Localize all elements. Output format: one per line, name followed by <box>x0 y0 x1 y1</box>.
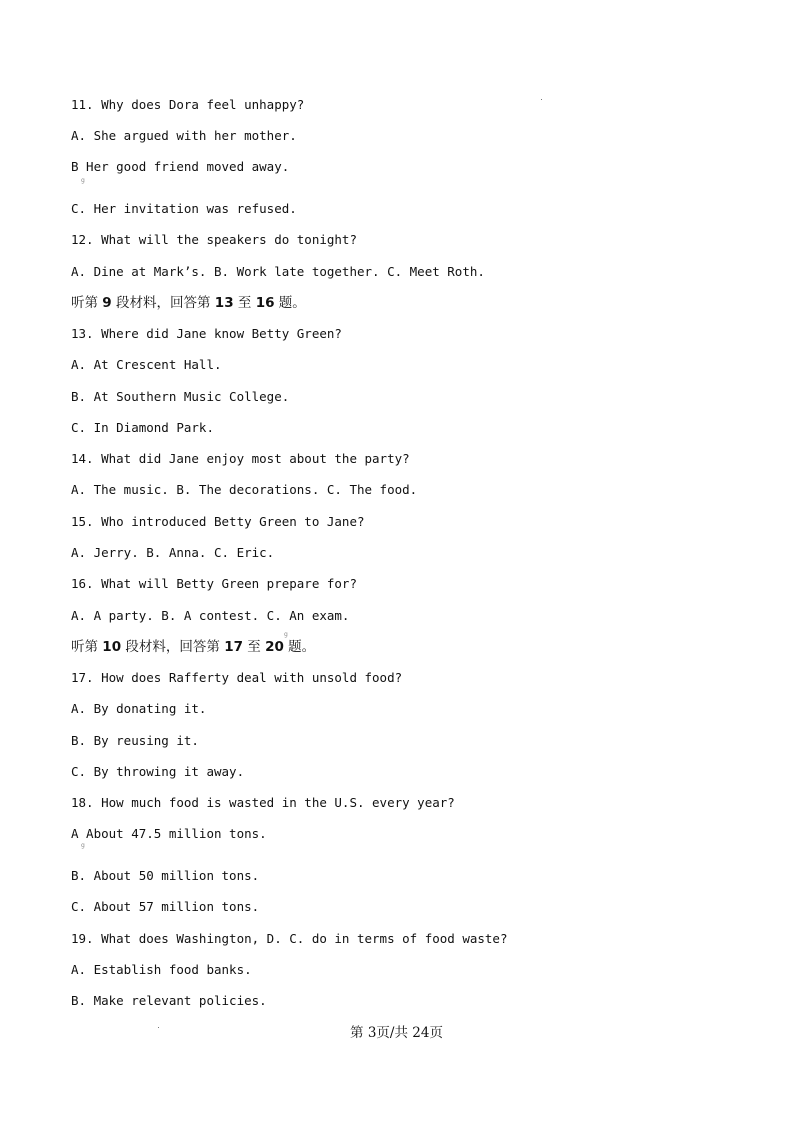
option-13a: A. At Crescent Hall. <box>71 357 222 372</box>
options-15: A. Jerry. B. Anna. C. Eric. <box>71 545 275 560</box>
option-17c: C. By throwing it away. <box>71 764 245 779</box>
question-16: 16. What will Betty Green prepare for? <box>71 576 357 591</box>
option-13b: B. At Southern Music College. <box>71 389 290 404</box>
option-11c: C. Her invitation was refused. <box>71 201 297 216</box>
option-11a: A. She argued with her mother. <box>71 128 297 143</box>
option-19b: B. Make relevant policies. <box>71 993 267 1008</box>
question-11: 11. Why does Dora feel unhappy? <box>71 97 305 112</box>
section-heading-9: 听第 9 段材料，回答第 13 至 16 题。 <box>71 295 306 311</box>
question-19: 19. What does Washington, D. C. do in terms of food waste? <box>71 931 508 946</box>
question-18: 18. How much food is wasted in the U.S. every year? <box>71 795 455 810</box>
scan-speck <box>541 99 542 100</box>
option-18b: B. About 50 million tons. <box>71 868 260 883</box>
option-18c: C. About 57 million tons. <box>71 899 260 914</box>
options-12: A. Dine at Mark’s. B. Work late together. C. Meet Roth. <box>71 264 485 279</box>
options-16: A. A party. B. A contest. C. An exam. <box>71 608 350 623</box>
question-12: 12. What will the speakers do tonight? <box>71 232 357 247</box>
options-14: A. The music. B. The decorations. C. The food. <box>71 482 418 497</box>
scan-mark: g <box>284 631 288 638</box>
scan-mark: g <box>81 177 85 184</box>
option-11b: B Her good friend moved away. <box>71 159 290 174</box>
scan-mark: g <box>81 842 85 849</box>
question-17: 17. How does Rafferty deal with unsold food? <box>71 670 403 685</box>
option-19a: A. Establish food banks. <box>71 962 252 977</box>
question-15: 15. Who introduced Betty Green to Jane? <box>71 514 365 529</box>
question-14: 14. What did Jane enjoy most about the party? <box>71 451 410 466</box>
option-13c: C. In Diamond Park. <box>71 420 214 435</box>
option-18a: A About 47.5 million tons. <box>71 826 267 841</box>
section-heading-10: 听第 10 段材料，回答第 17 至 20 题。 <box>71 639 316 655</box>
question-13: 13. Where did Jane know Betty Green? <box>71 326 342 341</box>
option-17a: A. By donating it. <box>71 701 207 716</box>
option-17b: B. By reusing it. <box>71 733 199 748</box>
page-number-footer: 第 3页/共 24页 <box>350 1025 443 1041</box>
